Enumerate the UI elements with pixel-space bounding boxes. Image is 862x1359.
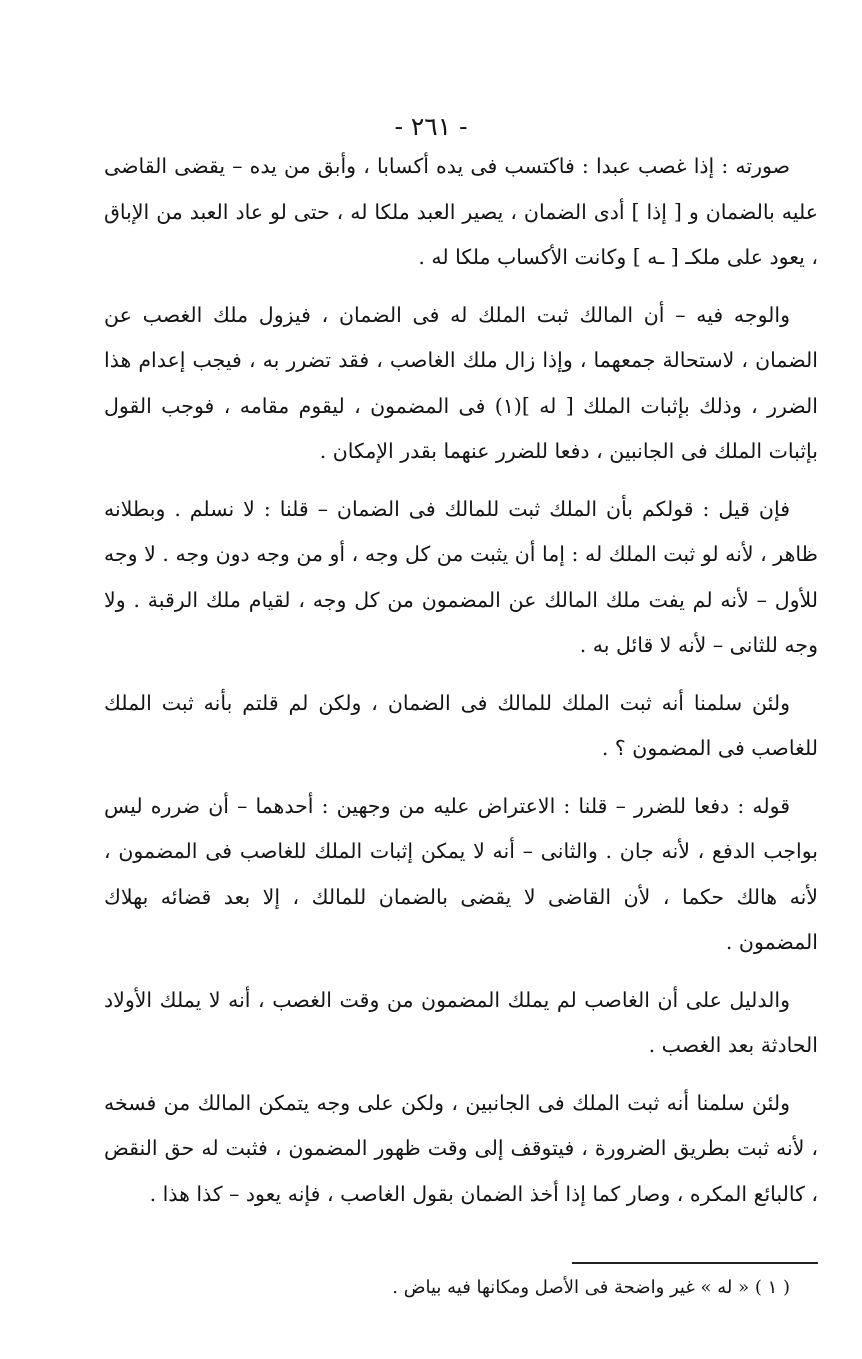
body-text: [104, 144, 818, 1229]
paragraph-3: فإن قيل : قولكم بأن الملك ثبت للمالك فى الضمان – قلنا : لا نسلم . وبطلانه ظاهر ، لأنه لو ثبت الملك له : إما أن يثبت من كل وجه ، أو من وجه دون وجه . لا وجه للأول – لأنه لم يفت ملك المالك عن المضمون من كل وجه ، لقيام ملك الرقبة . ولا وجه للثانى – لأنه لا قائل به .: [104, 496, 818, 657]
paragraph-6: والدليل على أن الغاصب لم يملك المضمون من وقت الغصب ، أنه لا يملك الأولاد الحادثة بعد الغصب .: [104, 987, 818, 1057]
paragraph-2: والوجه فيه – أن المالك ثبت الملك له فى الضمان ، فيزول ملك الغصب عن الضمان ، لاستحالة جمعهما ، وإذا زال ملك الغاصب ، فقد تضرر به ، فيجب إعدام هذا الضرر ، وذلك بإثبات الملك [ له ](١) فى المضمون ، ليقوم مقامه ، فوجب القول بإثبات الملك فى الجانبين ، دفعا للضرر عنهما بقدر الإمكان .: [104, 302, 819, 463]
footnote-divider: [572, 1262, 818, 1264]
footnote: ( ١ ) « له » غير واضحة فى الأصل ومكانها فيه بياض .: [392, 1277, 790, 1298]
page-number: - ٢٦١ -: [394, 112, 468, 141]
paragraph-4: ولئن سلمنا أنه ثبت الملك للمالك فى الضمان ، ولكن لم قلتم بأنه ثبت الملك للغاصب فى المضمون ؟ .: [104, 690, 818, 760]
paragraph-5: قوله : دفعا للضرر – قلنا : الاعتراض عليه من وجهين : أحدهما – أن ضرره ليس بواجب الدفع ، لأنه جان . والثانى – أنه لا يمكن إثبات الملك للغاصب فى المضمون ، لأنه هالك حكما ، لأن القاضى لا يقضى بالضمان للمالك ، إلا بعد قضائه بهلاك المضمون .: [104, 793, 818, 954]
paragraph-1: صورته : إذا غصب عبدا : فاكتسب فى يده أكسابا ، وأبق من يده – يقضى القاضى عليه بالضمان و [ إذا ] أدى الضمان ، يصير العبد ملكا له ، حتى لو عاد العبد من الإباق ، يعود على ملكـ [ ـه ] وكانت الأكساب ملكا له .: [104, 154, 818, 269]
paragraph-7: ولئن سلمنا أنه ثبت الملك فى الجانبين ، ولكن على وجه يتمكن المالك من فسخه ، لأنه ثبت بطريق الضرورة ، فيتوقف إلى وقت ظهور المضمون ، فثبت له حق النقض ، كالبائع المكره ، وصار كما إذا أخذ الضمان بقول الغاصب ، فإنه يعود – كذا هذا .: [104, 1090, 818, 1206]
